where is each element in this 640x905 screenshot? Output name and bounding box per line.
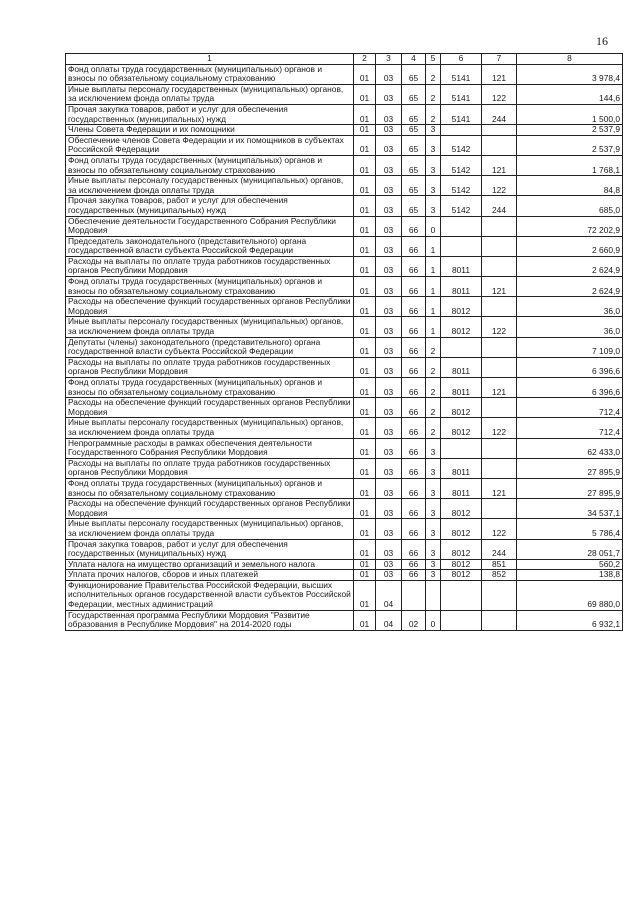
- direction-code-cell: 8011: [441, 378, 482, 398]
- subsection-code-cell: 03: [376, 256, 402, 276]
- amount-cell: 6 396,6: [517, 378, 623, 398]
- subprogram-code-cell: 3: [426, 499, 441, 519]
- direction-code-cell: 8012: [441, 519, 482, 539]
- expense-type-cell: 122: [482, 418, 517, 438]
- subsection-code-cell: 03: [376, 216, 402, 236]
- amount-cell: 7 109,0: [517, 337, 623, 357]
- direction-code-cell: [441, 610, 482, 630]
- subsection-code-cell: 03: [376, 125, 402, 136]
- subprogram-code-cell: 3: [426, 125, 441, 136]
- section-code-cell: 01: [354, 297, 376, 317]
- amount-cell: 36,0: [517, 317, 623, 337]
- table-row: [66, 519, 623, 539]
- direction-code-cell: 5142: [441, 135, 482, 155]
- subprogram-code-cell: 3: [426, 539, 441, 559]
- row-name-cell: Фонд оплаты труда государственных (муниципальных) органов и взносы по обязательному социальному страхованию: [66, 378, 354, 398]
- expense-type-cell: [482, 236, 517, 256]
- subprogram-code-cell: 3: [426, 438, 441, 458]
- amount-cell: 36,0: [517, 297, 623, 317]
- expense-type-cell: 122: [482, 317, 517, 337]
- program-code-cell: 66: [402, 478, 426, 498]
- direction-code-cell: [441, 580, 482, 610]
- section-code-cell: 01: [354, 236, 376, 256]
- expense-type-cell: [482, 216, 517, 236]
- column-header: 4: [402, 54, 426, 65]
- row-name-cell: Депутаты (члены) законодательного (представительного) органа государственной власти субъекта Российской Федерации: [66, 337, 354, 357]
- amount-cell: 28 051,7: [517, 539, 623, 559]
- amount-cell: 2 624,9: [517, 277, 623, 297]
- amount-cell: 34 537,1: [517, 499, 623, 519]
- section-code-cell: 01: [354, 499, 376, 519]
- expense-type-cell: 122: [482, 84, 517, 104]
- subprogram-code-cell: [426, 580, 441, 610]
- table-row: [66, 610, 623, 630]
- program-code-cell: 66: [402, 317, 426, 337]
- direction-code-cell: [441, 216, 482, 236]
- amount-cell: 685,0: [517, 196, 623, 216]
- table-row: [66, 559, 623, 570]
- table-row: [66, 155, 623, 175]
- amount-cell: 84,8: [517, 176, 623, 196]
- amount-cell: 2 537,9: [517, 135, 623, 155]
- subprogram-code-cell: 3: [426, 176, 441, 196]
- amount-cell: 1 768,1: [517, 155, 623, 175]
- expense-type-cell: [482, 256, 517, 276]
- section-code-cell: 01: [354, 398, 376, 418]
- subsection-code-cell: 03: [376, 135, 402, 155]
- amount-cell: 560,2: [517, 559, 623, 570]
- table-row: [66, 418, 623, 438]
- page-number: 16: [596, 34, 608, 48]
- program-code-cell: 02: [402, 610, 426, 630]
- subprogram-code-cell: 3: [426, 458, 441, 478]
- amount-cell: 2 660,9: [517, 236, 623, 256]
- expense-type-cell: [482, 135, 517, 155]
- direction-code-cell: 8012: [441, 539, 482, 559]
- subprogram-code-cell: 1: [426, 236, 441, 256]
- table-row: [66, 135, 623, 155]
- section-code-cell: 01: [354, 337, 376, 357]
- amount-cell: 72 202,9: [517, 216, 623, 236]
- table-row: [66, 256, 623, 276]
- section-code-cell: 01: [354, 125, 376, 136]
- subprogram-code-cell: 1: [426, 317, 441, 337]
- section-code-cell: 01: [354, 64, 376, 84]
- expense-type-cell: [482, 357, 517, 377]
- subprogram-code-cell: 2: [426, 378, 441, 398]
- table-header-row: [66, 54, 623, 65]
- subsection-code-cell: 03: [376, 64, 402, 84]
- program-code-cell: 65: [402, 104, 426, 124]
- subsection-code-cell: 03: [376, 277, 402, 297]
- section-code-cell: 01: [354, 418, 376, 438]
- program-code-cell: 65: [402, 84, 426, 104]
- table-row: [66, 125, 623, 136]
- direction-code-cell: 8011: [441, 256, 482, 276]
- table-row: [66, 337, 623, 357]
- budget-table: [65, 53, 623, 631]
- amount-cell: 69 880,0: [517, 580, 623, 610]
- table-row: [66, 297, 623, 317]
- row-name-cell: Государственная программа Республики Мордовия "Развитие образования в Республике Мордовия" на 2014-2020 годы: [66, 610, 354, 630]
- row-name-cell: Иные выплаты персоналу государственных (муниципальных) органов, за исключением фонда оплаты труда: [66, 176, 354, 196]
- expense-type-cell: [482, 398, 517, 418]
- subsection-code-cell: 03: [376, 337, 402, 357]
- section-code-cell: 01: [354, 357, 376, 377]
- section-code-cell: 01: [354, 378, 376, 398]
- expense-type-cell: 122: [482, 519, 517, 539]
- amount-cell: 1 500,0: [517, 104, 623, 124]
- table-row: [66, 499, 623, 519]
- table-row: [66, 570, 623, 581]
- subprogram-code-cell: 2: [426, 398, 441, 418]
- program-code-cell: 66: [402, 398, 426, 418]
- direction-code-cell: 5142: [441, 176, 482, 196]
- amount-cell: 144,6: [517, 84, 623, 104]
- direction-code-cell: 8012: [441, 499, 482, 519]
- subsection-code-cell: 03: [376, 297, 402, 317]
- row-name-cell: Уплата налога на имущество организаций и земельного налога: [66, 559, 354, 570]
- direction-code-cell: 8011: [441, 478, 482, 498]
- table-row: [66, 539, 623, 559]
- expense-type-cell: [482, 580, 517, 610]
- subprogram-code-cell: 3: [426, 519, 441, 539]
- row-name-cell: Расходы на выплаты по оплате труда работников государственных органов Республики Мордовия: [66, 458, 354, 478]
- row-name-cell: Иные выплаты персоналу государственных (муниципальных) органов, за исключением фонда оплаты труда: [66, 418, 354, 438]
- section-code-cell: 01: [354, 539, 376, 559]
- row-name-cell: Обеспечение деятельности Государственного Собрания Республики Мордовия: [66, 216, 354, 236]
- row-name-cell: Иные выплаты персоналу государственных (муниципальных) органов, за исключением фонда оплаты труда: [66, 317, 354, 337]
- section-code-cell: 01: [354, 478, 376, 498]
- expense-type-cell: [482, 458, 517, 478]
- subsection-code-cell: 03: [376, 236, 402, 256]
- row-name-cell: Обеспечение членов Совета Федерации и их помощников в субъектах Российской Федерации: [66, 135, 354, 155]
- direction-code-cell: 8012: [441, 317, 482, 337]
- subsection-code-cell: 03: [376, 458, 402, 478]
- row-name-cell: Прочая закупка товаров, работ и услуг для обеспечения государственных (муниципальных) нужд: [66, 539, 354, 559]
- section-code-cell: 01: [354, 196, 376, 216]
- program-code-cell: 66: [402, 297, 426, 317]
- table-row: [66, 196, 623, 216]
- direction-code-cell: 8011: [441, 458, 482, 478]
- row-name-cell: Уплата прочих налогов, сборов и иных платежей: [66, 570, 354, 581]
- expense-type-cell: 121: [482, 155, 517, 175]
- column-header: 1: [66, 54, 354, 65]
- direction-code-cell: 8011: [441, 277, 482, 297]
- direction-code-cell: [441, 438, 482, 458]
- direction-code-cell: 5142: [441, 155, 482, 175]
- direction-code-cell: [441, 236, 482, 256]
- section-code-cell: 01: [354, 458, 376, 478]
- direction-code-cell: [441, 125, 482, 136]
- section-code-cell: 01: [354, 216, 376, 236]
- section-code-cell: 01: [354, 559, 376, 570]
- amount-cell: 712,4: [517, 418, 623, 438]
- amount-cell: 2 624,9: [517, 256, 623, 276]
- program-code-cell: 66: [402, 337, 426, 357]
- program-code-cell: 66: [402, 236, 426, 256]
- program-code-cell: 66: [402, 559, 426, 570]
- amount-cell: 6 932,1: [517, 610, 623, 630]
- amount-cell: 712,4: [517, 398, 623, 418]
- section-code-cell: 01: [354, 277, 376, 297]
- program-code-cell: 66: [402, 499, 426, 519]
- subprogram-code-cell: 2: [426, 104, 441, 124]
- amount-cell: 3 978,4: [517, 64, 623, 84]
- program-code-cell: 66: [402, 378, 426, 398]
- subprogram-code-cell: 3: [426, 135, 441, 155]
- subprogram-code-cell: 1: [426, 256, 441, 276]
- subsection-code-cell: 03: [376, 155, 402, 175]
- subsection-code-cell: 03: [376, 478, 402, 498]
- expense-type-cell: [482, 610, 517, 630]
- amount-cell: 138,8: [517, 570, 623, 581]
- table-row: [66, 236, 623, 256]
- row-name-cell: Прочая закупка товаров, работ и услуг для обеспечения государственных (муниципальных) нужд: [66, 104, 354, 124]
- amount-cell: 27 895,9: [517, 478, 623, 498]
- section-code-cell: 01: [354, 104, 376, 124]
- program-code-cell: 65: [402, 176, 426, 196]
- program-code-cell: 66: [402, 418, 426, 438]
- row-name-cell: Председатель законодательного (представительного) органа государственной власти субъекта Российской Федерации: [66, 236, 354, 256]
- program-code-cell: [402, 580, 426, 610]
- subprogram-code-cell: 3: [426, 478, 441, 498]
- amount-cell: 5 786,4: [517, 519, 623, 539]
- subprogram-code-cell: 0: [426, 216, 441, 236]
- table-row: [66, 84, 623, 104]
- subsection-code-cell: 03: [376, 196, 402, 216]
- program-code-cell: 65: [402, 64, 426, 84]
- subsection-code-cell: 03: [376, 559, 402, 570]
- row-name-cell: Фонд оплаты труда государственных (муниципальных) органов и взносы по обязательному социальному страхованию: [66, 277, 354, 297]
- column-header: 6: [441, 54, 482, 65]
- row-name-cell: Иные выплаты персоналу государственных (муниципальных) органов, за исключением фонда оплаты труда: [66, 519, 354, 539]
- table-row: [66, 580, 623, 610]
- program-code-cell: 66: [402, 570, 426, 581]
- direction-code-cell: 8012: [441, 559, 482, 570]
- section-code-cell: 01: [354, 519, 376, 539]
- row-name-cell: Функционирование Правительства Российской Федерации, высших исполнительных органов государственной власти субъектов Российской Федерации, местных администраций: [66, 580, 354, 610]
- table-row: [66, 176, 623, 196]
- section-code-cell: 01: [354, 155, 376, 175]
- subprogram-code-cell: 3: [426, 570, 441, 581]
- program-code-cell: 66: [402, 277, 426, 297]
- section-code-cell: 01: [354, 135, 376, 155]
- subsection-code-cell: 03: [376, 317, 402, 337]
- subsection-code-cell: 03: [376, 176, 402, 196]
- expense-type-cell: [482, 438, 517, 458]
- direction-code-cell: 8012: [441, 570, 482, 581]
- expense-type-cell: [482, 125, 517, 136]
- program-code-cell: 65: [402, 196, 426, 216]
- program-code-cell: 66: [402, 519, 426, 539]
- expense-type-cell: 852: [482, 570, 517, 581]
- direction-code-cell: 5141: [441, 64, 482, 84]
- row-name-cell: Расходы на обеспечение функций государственных органов Республики Мордовия: [66, 297, 354, 317]
- column-header: 8: [517, 54, 623, 65]
- program-code-cell: 66: [402, 357, 426, 377]
- subsection-code-cell: 03: [376, 438, 402, 458]
- table-row: [66, 64, 623, 84]
- column-header: 3: [376, 54, 402, 65]
- subsection-code-cell: 03: [376, 357, 402, 377]
- expense-type-cell: 851: [482, 559, 517, 570]
- direction-code-cell: 8011: [441, 357, 482, 377]
- subprogram-code-cell: 2: [426, 418, 441, 438]
- program-code-cell: 65: [402, 135, 426, 155]
- subsection-code-cell: 03: [376, 499, 402, 519]
- column-header: 2: [354, 54, 376, 65]
- subsection-code-cell: 04: [376, 610, 402, 630]
- subprogram-code-cell: 0: [426, 610, 441, 630]
- table-row: [66, 277, 623, 297]
- subsection-code-cell: 03: [376, 519, 402, 539]
- subprogram-code-cell: 2: [426, 337, 441, 357]
- section-code-cell: 01: [354, 317, 376, 337]
- table-row: [66, 317, 623, 337]
- section-code-cell: 01: [354, 176, 376, 196]
- table-row: [66, 458, 623, 478]
- section-code-cell: 01: [354, 84, 376, 104]
- column-header: 5: [426, 54, 441, 65]
- expense-type-cell: 122: [482, 176, 517, 196]
- direction-code-cell: 8012: [441, 297, 482, 317]
- amount-cell: 6 396,6: [517, 357, 623, 377]
- subsection-code-cell: 03: [376, 84, 402, 104]
- row-name-cell: Расходы на выплаты по оплате труда работников государственных органов Республики Мордовия: [66, 357, 354, 377]
- amount-cell: 62 433,0: [517, 438, 623, 458]
- program-code-cell: 66: [402, 458, 426, 478]
- program-code-cell: 65: [402, 125, 426, 136]
- amount-cell: 27 895,9: [517, 458, 623, 478]
- direction-code-cell: [441, 337, 482, 357]
- amount-cell: 2 537,9: [517, 125, 623, 136]
- section-code-cell: 01: [354, 256, 376, 276]
- direction-code-cell: 5141: [441, 104, 482, 124]
- column-header: 7: [482, 54, 517, 65]
- row-name-cell: Расходы на обеспечение функций государственных органов Республики Мордовия: [66, 499, 354, 519]
- expense-type-cell: 244: [482, 539, 517, 559]
- subsection-code-cell: 03: [376, 398, 402, 418]
- subsection-code-cell: 03: [376, 539, 402, 559]
- expense-type-cell: [482, 499, 517, 519]
- program-code-cell: 65: [402, 155, 426, 175]
- subsection-code-cell: 03: [376, 378, 402, 398]
- expense-type-cell: [482, 337, 517, 357]
- row-name-cell: Члены Совета Федерации и их помощники: [66, 125, 354, 136]
- subprogram-code-cell: 3: [426, 196, 441, 216]
- subsection-code-cell: 03: [376, 418, 402, 438]
- section-code-cell: 01: [354, 570, 376, 581]
- table-row: [66, 104, 623, 124]
- section-code-cell: 01: [354, 438, 376, 458]
- expense-type-cell: 121: [482, 478, 517, 498]
- direction-code-cell: 8012: [441, 418, 482, 438]
- subsection-code-cell: 03: [376, 570, 402, 581]
- program-code-cell: 66: [402, 256, 426, 276]
- program-code-cell: 66: [402, 438, 426, 458]
- row-name-cell: Фонд оплаты труда государственных (муниципальных) органов и взносы по обязательному социальному страхованию: [66, 64, 354, 84]
- row-name-cell: Фонд оплаты труда государственных (муниципальных) органов и взносы по обязательному социальному страхованию: [66, 155, 354, 175]
- table-row: [66, 478, 623, 498]
- row-name-cell: Расходы на выплаты по оплате труда работников государственных органов Республики Мордовия: [66, 256, 354, 276]
- expense-type-cell: [482, 297, 517, 317]
- table-row: [66, 378, 623, 398]
- direction-code-cell: 8012: [441, 398, 482, 418]
- direction-code-cell: 5141: [441, 84, 482, 104]
- program-code-cell: 66: [402, 216, 426, 236]
- subsection-code-cell: 03: [376, 104, 402, 124]
- row-name-cell: Расходы на обеспечение функций государственных органов Республики Мордовия: [66, 398, 354, 418]
- expense-type-cell: 244: [482, 104, 517, 124]
- row-name-cell: Иные выплаты персоналу государственных (муниципальных) органов, за исключением фонда оплаты труда: [66, 84, 354, 104]
- table-row: [66, 438, 623, 458]
- direction-code-cell: 5142: [441, 196, 482, 216]
- subsection-code-cell: 04: [376, 580, 402, 610]
- subprogram-code-cell: 2: [426, 357, 441, 377]
- section-code-cell: 01: [354, 580, 376, 610]
- subprogram-code-cell: 3: [426, 155, 441, 175]
- row-name-cell: Фонд оплаты труда государственных (муниципальных) органов и взносы по обязательному социальному страхованию: [66, 478, 354, 498]
- expense-type-cell: 121: [482, 277, 517, 297]
- subprogram-code-cell: 1: [426, 297, 441, 317]
- expense-type-cell: 244: [482, 196, 517, 216]
- subprogram-code-cell: 3: [426, 559, 441, 570]
- section-code-cell: 01: [354, 610, 376, 630]
- table-row: [66, 216, 623, 236]
- expense-type-cell: 121: [482, 64, 517, 84]
- subprogram-code-cell: 2: [426, 64, 441, 84]
- program-code-cell: 66: [402, 539, 426, 559]
- expense-type-cell: 121: [482, 378, 517, 398]
- subprogram-code-cell: 2: [426, 84, 441, 104]
- table-row: [66, 398, 623, 418]
- subprogram-code-cell: 1: [426, 277, 441, 297]
- row-name-cell: Прочая закупка товаров, работ и услуг для обеспечения государственных (муниципальных) нужд: [66, 196, 354, 216]
- row-name-cell: Непрограммные расходы в рамках обеспечения деятельности Государственного Собрания Республики Мордовия: [66, 438, 354, 458]
- table-row: [66, 357, 623, 377]
